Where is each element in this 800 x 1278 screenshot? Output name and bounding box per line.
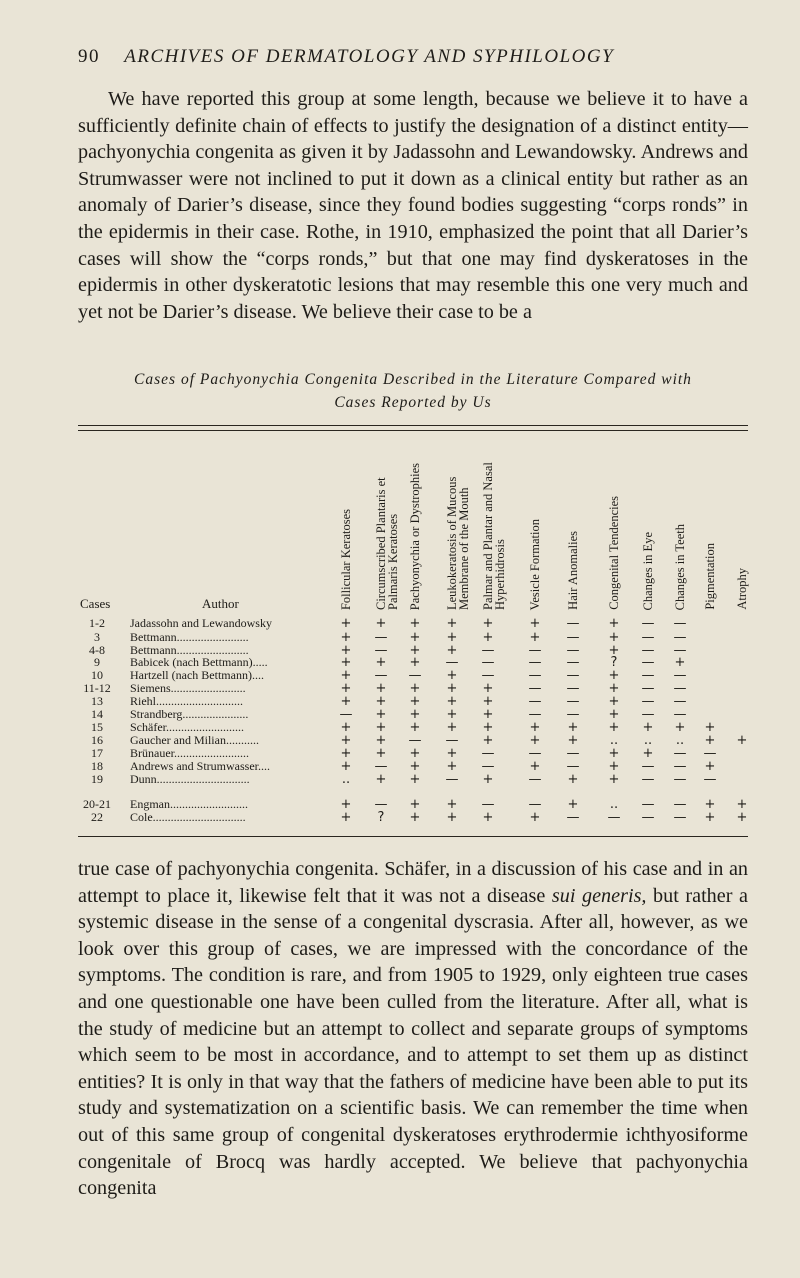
symptom-mark: — <box>641 616 655 631</box>
symptom-mark: — <box>641 810 655 825</box>
symptom-mark: — <box>673 772 687 787</box>
symptom-mark: + <box>608 616 620 631</box>
case-number: 4-8 <box>89 643 105 657</box>
column-header-4: Leukokeratosis of Mucous Membrane of the Mouth <box>445 476 471 610</box>
author-name: Riehl............................. <box>130 695 243 708</box>
case-number: 11-12 <box>83 681 111 695</box>
paragraph-2-italic: sui generis, <box>551 884 647 907</box>
symptom-mark: — <box>481 797 495 812</box>
symptom-mark: + <box>704 720 716 735</box>
column-header-10: Changes in Teeth <box>673 523 687 610</box>
case-number: 19 <box>91 772 103 786</box>
case-number: 10 <box>91 668 103 682</box>
symptom-mark: + <box>567 797 579 812</box>
symptom-mark: — <box>566 810 580 825</box>
symptom-mark: — <box>374 668 388 683</box>
symptom-mark: — <box>374 643 388 658</box>
symptom-mark: + <box>340 616 352 631</box>
symptom-mark: + <box>704 759 716 774</box>
symptom-mark: + <box>375 655 387 670</box>
symptom-mark: + <box>446 616 458 631</box>
symptom-mark: + <box>482 694 494 709</box>
case-number: 22 <box>91 810 103 824</box>
symptom-mark: — <box>528 643 542 658</box>
symptom-mark: + <box>529 759 541 774</box>
column-header-6: Vesicle Formation <box>528 518 542 610</box>
symptom-mark: .. <box>609 733 619 748</box>
symptom-mark: + <box>340 668 352 683</box>
symptom-mark: .. <box>341 772 351 787</box>
symptom-mark: + <box>704 733 716 748</box>
symptom-mark: — <box>641 655 655 670</box>
symptom-mark: — <box>641 759 655 774</box>
symptom-mark: — <box>528 655 542 670</box>
symptom-mark: — <box>528 746 542 761</box>
symptom-mark: + <box>736 797 748 812</box>
symptom-mark: ? <box>610 655 618 670</box>
symptom-mark: .. <box>609 797 619 812</box>
symptom-mark: — <box>445 733 459 748</box>
symptom-mark: + <box>340 810 352 825</box>
symptom-mark: — <box>408 733 422 748</box>
symptom-mark: + <box>529 733 541 748</box>
symptom-mark: — <box>566 759 580 774</box>
column-header-7: Hair Anomalies <box>566 531 580 610</box>
table-top-rule-2 <box>78 430 748 431</box>
symptom-mark: — <box>566 655 580 670</box>
symptom-mark: ? <box>377 810 385 825</box>
symptom-mark: + <box>409 681 421 696</box>
symptom-mark: + <box>482 707 494 722</box>
symptom-mark: + <box>482 681 494 696</box>
symptom-mark: + <box>608 720 620 735</box>
symptom-mark: .. <box>643 733 653 748</box>
symptom-mark: + <box>375 733 387 748</box>
symptom-mark: — <box>481 643 495 658</box>
page-number: 90 <box>78 46 100 67</box>
symptom-mark: + <box>409 630 421 645</box>
symptom-mark: + <box>482 772 494 787</box>
symptom-mark: — <box>673 759 687 774</box>
paragraph-1: We have reported this group at some length, because we believe it to have a sufficiently definite chain of effects to justify the designation of a distinct entity—pachyonychia congenita as given it by Jadassohn and Lewandowsky. Andrews and Strumwasser were not inclined to put it down as a clinical entity but rather as an anomaly of Darier’s disease, since they found bodies suggesting “corps ronds” in the epidermis in their case. Rothe, in 1910, emphasized the point that all Darier’s cases will show the “corps ronds,” but that one may find dyskeratoses in the epidermis in other dyskeratotic lesions that may resemble this one very much and yet not be Darier’s disease. We believe their case to be a <box>78 88 748 323</box>
caption-line-1: Cases of Pachyonychia Congenita Described in the Literature Compared with <box>134 371 692 388</box>
symptom-mark: — <box>528 694 542 709</box>
symptom-mark: — <box>408 668 422 683</box>
author-name: Dunn............................... <box>130 773 250 786</box>
column-header-3: Pachyonychia or Dystrophies <box>408 462 422 610</box>
symptom-mark: + <box>409 643 421 658</box>
symptom-mark: + <box>674 720 686 735</box>
symptom-mark: + <box>446 681 458 696</box>
symptom-mark: — <box>566 746 580 761</box>
symptom-mark: + <box>409 810 421 825</box>
symptom-mark: — <box>481 759 495 774</box>
symptom-mark: — <box>673 643 687 658</box>
symptom-mark: + <box>409 616 421 631</box>
symptom-mark: + <box>409 707 421 722</box>
caption-line-2: Cases Reported by Us <box>334 394 492 411</box>
symptom-mark: — <box>673 797 687 812</box>
symptom-mark: + <box>608 694 620 709</box>
symptom-mark: + <box>608 630 620 645</box>
symptom-mark: + <box>446 759 458 774</box>
column-header-8: Congenital Tendencies <box>607 496 621 610</box>
symptom-mark: + <box>409 797 421 812</box>
symptom-mark: — <box>566 616 580 631</box>
symptom-mark: + <box>674 655 686 670</box>
symptom-mark: — <box>566 668 580 683</box>
symptom-mark: + <box>340 630 352 645</box>
column-header-11: Pigmentation <box>703 543 717 610</box>
symptom-mark: + <box>446 797 458 812</box>
symptom-mark: + <box>642 720 654 735</box>
symptom-mark: — <box>641 668 655 683</box>
symptom-mark: + <box>608 681 620 696</box>
column-header-12: Atrophy <box>735 568 749 610</box>
symptom-mark: + <box>409 746 421 761</box>
symptom-mark: + <box>529 616 541 631</box>
symptom-mark: + <box>608 759 620 774</box>
symptom-mark: — <box>641 643 655 658</box>
symptom-mark: + <box>375 694 387 709</box>
symptom-mark: — <box>445 772 459 787</box>
symptom-mark: + <box>375 616 387 631</box>
symptom-mark: + <box>704 810 716 825</box>
symptom-mark: + <box>608 643 620 658</box>
symptom-mark: + <box>446 630 458 645</box>
case-number: 15 <box>91 720 103 734</box>
symptom-mark: + <box>608 746 620 761</box>
symptom-mark: — <box>673 810 687 825</box>
symptom-mark: + <box>375 746 387 761</box>
symptom-mark: + <box>529 630 541 645</box>
column-header-2: Circumscribed Plantaris et Palmaris Keratoses <box>374 477 400 610</box>
symptom-mark: — <box>703 772 717 787</box>
symptom-mark: + <box>340 681 352 696</box>
symptom-mark: — <box>673 630 687 645</box>
symptom-mark: + <box>446 643 458 658</box>
symptom-mark: + <box>704 797 716 812</box>
symptom-mark: + <box>567 772 579 787</box>
symptom-mark: — <box>528 707 542 722</box>
symptom-mark: — <box>374 759 388 774</box>
symptom-mark: + <box>446 810 458 825</box>
author-name: Siemens......................... <box>130 682 246 695</box>
paragraph-2-end: but rather a systemic disease in the sense of a congenital dyscrasia. After all, however, as we look over this group of cases, we are impressed with the concordance of the symptoms. The condition is rare, and from 1905 to 1929, only eighteen true cases and one questionable one have been culled from the literature. After all, what is the study of medicine but an attempt to collect and separate groups of symptoms which seem to be most in accordance, and to attempt to set them up as distinct entities? It is only in that way that the fathers of medicine have been able to put its study and systematization on a scientific basis. We can remember the time when out of this same group of congenital dyskeratoses erythrodermie ichthyosiforme congenitale of Brocq was hardly accepted. We believe that pachyonychia congenita <box>78 884 748 1200</box>
symptom-mark: — <box>374 797 388 812</box>
symptom-mark: — <box>445 655 459 670</box>
symptom-mark: + <box>340 797 352 812</box>
symptom-mark: + <box>736 810 748 825</box>
case-number: 3 <box>94 630 100 644</box>
symptom-mark: — <box>528 797 542 812</box>
symptom-mark: + <box>736 733 748 748</box>
symptom-mark: + <box>375 681 387 696</box>
symptom-mark: + <box>529 810 541 825</box>
case-number: 13 <box>91 694 103 708</box>
symptom-mark: + <box>446 707 458 722</box>
symptom-mark: + <box>340 655 352 670</box>
symptom-mark: — <box>481 655 495 670</box>
table-top-rule <box>78 425 748 426</box>
case-number: 9 <box>94 655 100 669</box>
column-header-9: Changes in Eye <box>641 531 655 610</box>
symptom-mark: + <box>340 733 352 748</box>
symptom-mark: + <box>340 720 352 735</box>
symptom-mark: — <box>481 668 495 683</box>
cases-column-label: Cases <box>80 596 111 611</box>
symptom-mark: — <box>528 668 542 683</box>
symptom-mark: + <box>340 694 352 709</box>
symptom-mark: + <box>446 694 458 709</box>
symptom-mark: — <box>374 630 388 645</box>
symptom-mark: — <box>673 746 687 761</box>
symptom-mark: — <box>673 707 687 722</box>
symptom-mark: — <box>703 746 717 761</box>
case-number: 18 <box>91 759 103 773</box>
author-name: Hartzell (nach Bettmann).... <box>130 669 264 682</box>
author-name: Babicek (nach Bettmann)..... <box>130 656 268 669</box>
author-name: Gaucher and Milian........... <box>130 734 259 747</box>
symptom-mark: + <box>375 772 387 787</box>
author-name: Bettmann........................ <box>130 631 249 644</box>
author-name: Engman.......................... <box>130 798 248 811</box>
symptom-mark: + <box>642 746 654 761</box>
author-name: Strandberg...................... <box>130 708 249 721</box>
case-number: 16 <box>91 733 103 747</box>
column-header-1: Follicular Keratoses <box>339 508 353 610</box>
symptom-mark: + <box>409 772 421 787</box>
author-name: Brünauer......................... <box>130 747 249 760</box>
symptom-mark: + <box>529 720 541 735</box>
table-bottom-rule <box>78 836 748 837</box>
symptom-mark: + <box>482 630 494 645</box>
symptom-mark: — <box>607 810 621 825</box>
symptom-mark: — <box>528 681 542 696</box>
case-number: 17 <box>91 746 103 760</box>
symptom-mark: + <box>567 733 579 748</box>
symptom-mark: — <box>673 616 687 631</box>
symptom-mark: — <box>641 797 655 812</box>
symptom-mark: + <box>446 746 458 761</box>
symptom-mark: + <box>446 668 458 683</box>
symptom-mark: + <box>482 733 494 748</box>
symptom-mark: + <box>482 616 494 631</box>
symptom-mark: — <box>673 668 687 683</box>
symptom-mark: .. <box>675 733 685 748</box>
symptom-mark: + <box>608 668 620 683</box>
table-caption <box>80 368 746 414</box>
symptom-mark: + <box>340 643 352 658</box>
symptom-mark: — <box>673 694 687 709</box>
symptom-mark: — <box>566 681 580 696</box>
author-name: Cole............................... <box>130 811 246 824</box>
author-column-label: Author <box>202 596 239 611</box>
symptom-mark: + <box>409 759 421 774</box>
symptom-mark: — <box>641 681 655 696</box>
symptom-mark: — <box>641 694 655 709</box>
running-header <box>78 46 758 68</box>
symptom-mark: — <box>673 681 687 696</box>
symptom-mark: + <box>375 707 387 722</box>
symptom-mark: — <box>641 707 655 722</box>
symptom-mark: — <box>641 772 655 787</box>
symptom-mark: + <box>409 694 421 709</box>
journal-title: ARCHIVES OF DERMATOLOGY AND SYPHILOLOGY <box>124 46 615 67</box>
symptom-mark: — <box>566 630 580 645</box>
column-header-5: Palmar and Plantar and Nasal Hyperhidrosis <box>481 462 507 610</box>
symptom-mark: — <box>566 707 580 722</box>
symptom-mark: — <box>641 630 655 645</box>
symptom-mark: + <box>409 720 421 735</box>
case-number: 14 <box>91 707 103 721</box>
paragraph-2-start: true case of pachyonychia congenita. Schäfer, in a discussion of his case and in an attempt to place it, likewise felt that it was not a disease <box>78 858 748 907</box>
symptom-mark: + <box>482 720 494 735</box>
symptom-mark: + <box>375 720 387 735</box>
symptom-mark: + <box>340 759 352 774</box>
author-name: Andrews and Strumwasser.... <box>130 760 270 773</box>
author-name: Jadassohn and Lewandowsky <box>130 617 272 630</box>
case-number: 20-21 <box>83 797 111 811</box>
symptom-mark: + <box>340 746 352 761</box>
symptom-mark: + <box>608 707 620 722</box>
author-name: Schäfer.......................... <box>130 721 244 734</box>
paragraph-2 <box>78 856 748 1202</box>
symptom-mark: — <box>481 746 495 761</box>
symptom-mark: + <box>409 655 421 670</box>
symptom-mark: — <box>528 772 542 787</box>
symptom-mark: + <box>482 810 494 825</box>
symptom-mark: + <box>567 720 579 735</box>
symptom-mark: + <box>608 772 620 787</box>
author-name: Bettmann........................ <box>130 644 249 657</box>
case-number: 1-2 <box>89 616 105 630</box>
symptom-mark: — <box>339 707 353 722</box>
symptom-mark: — <box>566 643 580 658</box>
symptom-mark: — <box>566 694 580 709</box>
symptom-mark: + <box>446 720 458 735</box>
